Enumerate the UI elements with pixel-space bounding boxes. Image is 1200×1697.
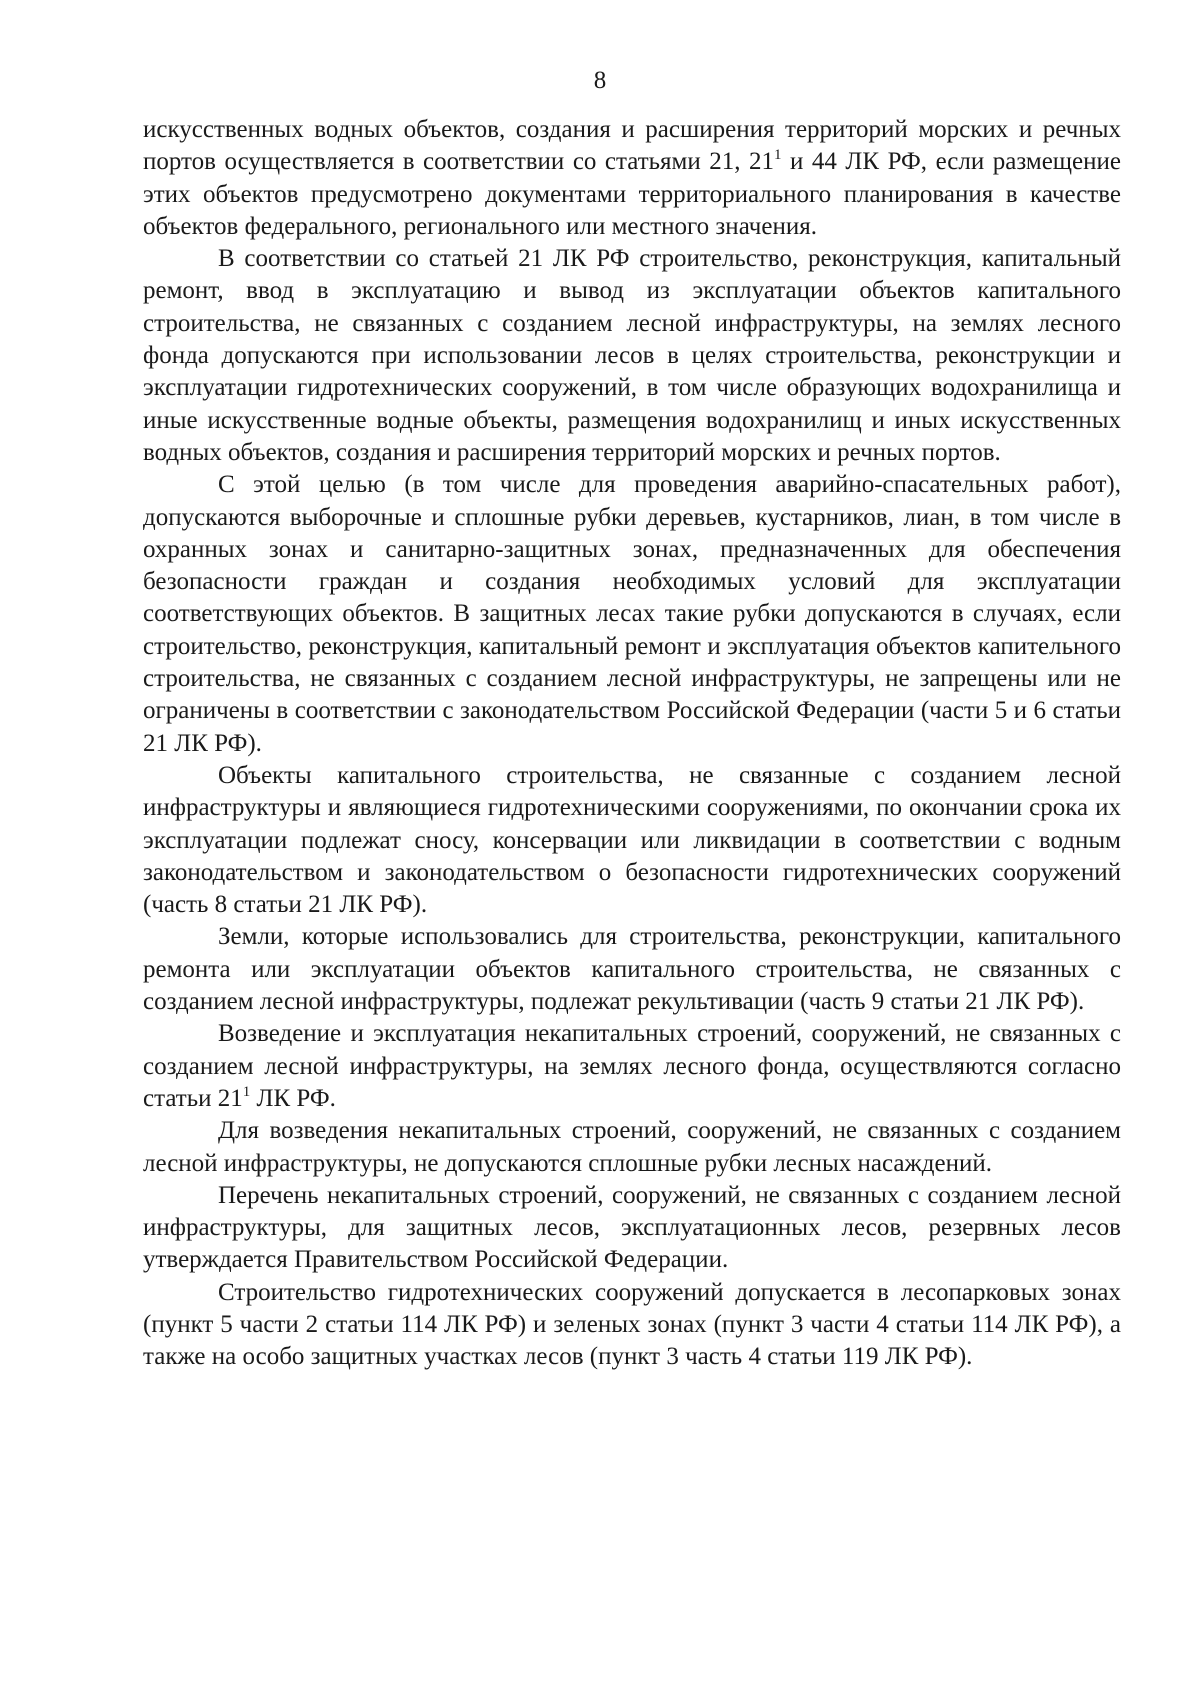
paragraph-text: Объекты капитального строительства, не связанные с созданием лесной инфраструктуры и являющиеся гидротехническими сооружениями, по окончании срока их эксплуатации подлежат сносу, консервации или ликвидации в соответствии с водным законодательством и законодательством о безопасности гидротехнических сооружений (часть 8 статьи 21 ЛК РФ). xyxy=(143,761,1121,919)
paragraph-text: и 44 ЛК РФ, если размещение этих объектов предусмотрено документами территориального планирования в качестве объектов федерального, регионального или местного значения. xyxy=(143,148,1121,240)
paragraph-text: Земли, которые использовались для строительства, реконструкции, капитального ремонта или эксплуатации объектов капитального строительства, не связанных с созданием лесной инфраструктуры, подлежат рекультивации (часть 9 статьи 21 ЛК РФ). xyxy=(143,923,1121,1016)
paragraph-text: С этой целью (в том числе для проведения аварийно-спасательных работ), допускаются выборочные и сплошные рубки деревьев, кустарников, лиан, в том числе в охранных зонах и санитарно-защитных зонах, предназначенных для обеспечения безопасности граждан и создания необходимых условий для эксплуатации соответствующих объектов. В защитных лесах такие рубки допускаются в случаях, если строительство, реконструкция, капитальный ремонт и эксплуатация объектов капительного строительства, не связанных с созданием лесной инфраструктуры, не запрещены или не ограничены в соответствии с законодательством Российской Федерации (части 5 и 6 статьи 21 ЛК РФ). xyxy=(143,471,1121,757)
page-number: 8 xyxy=(593,67,607,94)
document-body xyxy=(143,114,1121,1374)
paragraph xyxy=(143,1018,1121,1115)
paragraph-text: искусственных водных объектов, создания и расширения территорий морских и речных портов осуществляется в соответствии со статьями 21, 21 xyxy=(143,116,1121,176)
paragraph-text: Для возведения некапитальных строений, сооружений, не связанных с созданием лесной инфраструктуры, не допускаются сплошные рубки лесных насаждений. xyxy=(143,1117,1121,1177)
paragraph xyxy=(143,243,1121,469)
paragraph xyxy=(143,921,1121,1018)
paragraph-text: Перечень некапитальных строений, сооружений, не связанных с созданием лесной инфраструктуры, для защитных лесов, эксплуатационных лесов, резервных лесов утверждается Правительством Российской Федерации. xyxy=(143,1181,1121,1274)
paragraph-text: Строительство гидротехнических сооружений допускается в лесопарковых зонах (пункт 5 части 2 статьи 114 ЛК РФ) и зеленых зонах (пункт 3 части 4 статьи 114 ЛК РФ), а также на особо защитных участках лесов (пункт 3 часть 4 статьи 119 ЛК РФ). xyxy=(143,1278,1121,1371)
paragraph xyxy=(143,1180,1121,1277)
paragraph xyxy=(143,1115,1121,1180)
paragraph xyxy=(143,1277,1121,1374)
paragraph xyxy=(143,760,1121,921)
paragraph-text: В соответствии со статьей 21 ЛК РФ строительство, реконструкция, капитальный ремонт, ввод в эксплуатацию и вывод из эксплуатации объектов капитального строительства, не связанных с созданием лесной инфраструктуры, на землях лесного фонда допускаются при использовании лесов в целях строительства, реконструкции и эксплуатации гидротехнических сооружений, в том числе образующих водохранилища и иные искусственные водные объекты, размещения водохранилищ и иных искусственных водных объектов, создания и расширения территорий морских и речных портов. xyxy=(143,245,1121,466)
superscript: 1 xyxy=(774,147,782,164)
paragraph xyxy=(143,114,1121,243)
paragraph-text: Возведение и эксплуатация некапитальных строений, сооружений, не связанных с созданием лесной инфраструктуры, на землях лесного фонда, осуществляются согласно статьи 21 xyxy=(143,1020,1121,1112)
paragraph xyxy=(143,469,1121,760)
superscript: 1 xyxy=(242,1083,251,1100)
paragraph-text: ЛК РФ. xyxy=(250,1084,336,1112)
